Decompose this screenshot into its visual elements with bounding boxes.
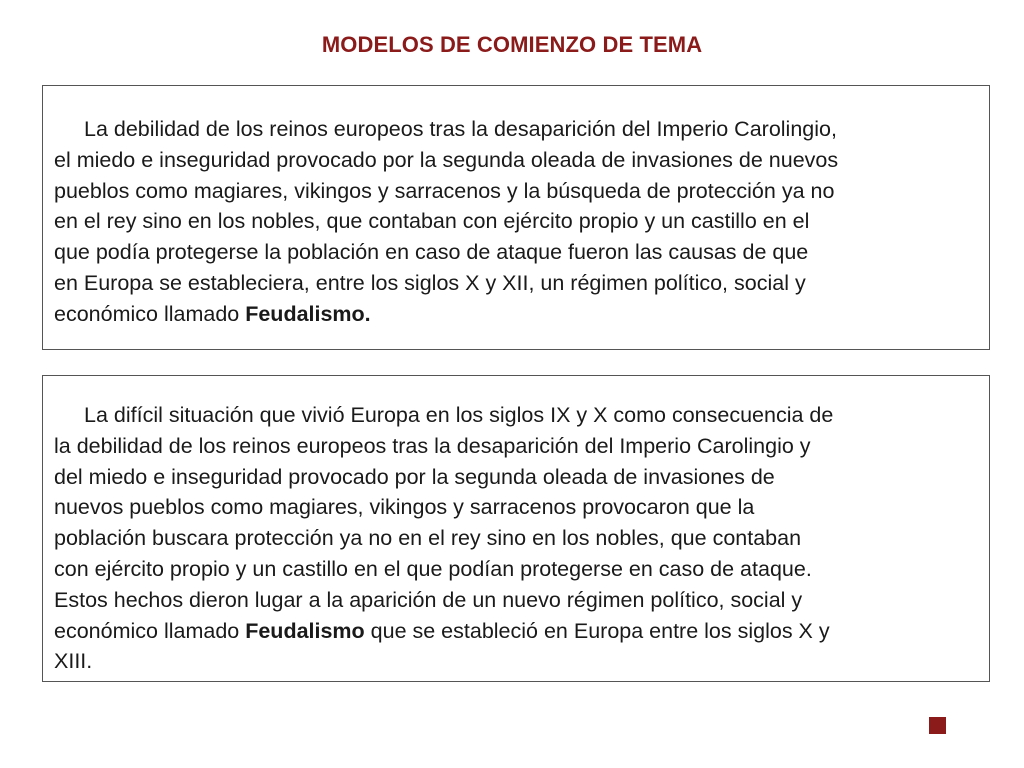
paragraph-line: la debilidad de los reinos europeos tras la desaparición del Imperio Carolingio y bbox=[54, 433, 811, 458]
paragraph-line-final: XIII. bbox=[54, 649, 93, 674]
paragraph-line: La difícil situación que vivió Europa en los siglos IX y X como consecuencia de bbox=[84, 403, 834, 427]
paragraph-line: nuevos pueblos como magiares, vikingos y sarracenos provocaron que la bbox=[54, 495, 755, 520]
paragraph-line-with-term bbox=[54, 616, 833, 647]
square-nav-icon[interactable] bbox=[929, 717, 946, 734]
paragraph-line: del miedo e inseguridad provocado por la segunda oleada de invasiones de bbox=[54, 464, 775, 489]
highlighted-term: Feudalismo bbox=[245, 618, 365, 643]
paragraph-line: en Europa se estableciera, entre los siglos X y XII, un régimen político, social y bbox=[54, 270, 806, 295]
paragraph-text: económico llamado bbox=[54, 618, 246, 643]
page-title: MODELOS DE COMIENZO DE TEMA bbox=[321, 32, 703, 57]
paragraph-line: el miedo e inseguridad provocado por la segunda oleada de invasiones de nuevos bbox=[54, 147, 839, 172]
paragraph-line: pueblos como magiares, vikingos y sarracenos y la búsqueda de protección ya no bbox=[54, 178, 835, 203]
paragraph-second-model bbox=[54, 400, 833, 677]
paragraph-line: La debilidad de los reinos europeos tras la desaparición del Imperio Carolingio, bbox=[84, 117, 837, 141]
paragraph-text: económico llamado bbox=[54, 301, 246, 326]
paragraph-line: que podía protegerse la población en caso de ataque fueron las causas de que bbox=[54, 240, 809, 265]
text-box-first-model bbox=[42, 85, 990, 350]
paragraph-text: que se estableció en Europa entre los siglos X y bbox=[364, 618, 830, 643]
paragraph-line-final bbox=[54, 299, 838, 330]
paragraph-line: Estos hechos dieron lugar a la aparición de un nuevo régimen político, social y bbox=[54, 587, 803, 612]
paragraph-first-model bbox=[54, 114, 838, 330]
highlighted-term: Feudalismo. bbox=[245, 301, 371, 326]
paragraph-line: con ejército propio y un castillo en el que podían protegerse en caso de ataque. bbox=[54, 556, 812, 581]
text-box-second-model bbox=[42, 375, 990, 682]
paragraph-line: en el rey sino en los nobles, que contaban con ejército propio y un castillo en el bbox=[54, 209, 810, 234]
paragraph-line: población buscara protección ya no en el rey sino en los nobles, que contaban bbox=[54, 526, 802, 551]
